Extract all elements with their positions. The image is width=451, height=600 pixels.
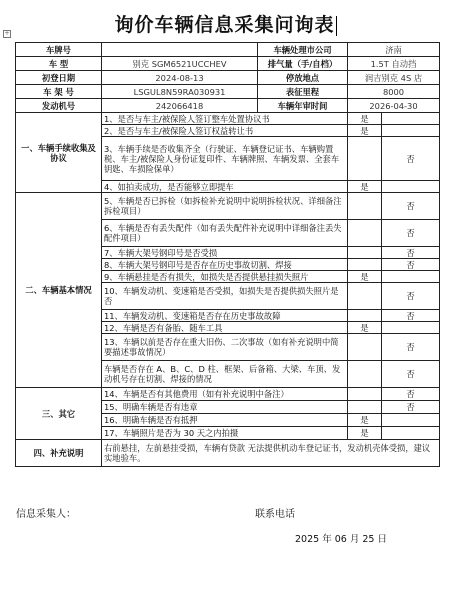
question-text: 6、车辆是否有丢失配件（如有丢失配件补充说明中详细备注丢失配件项目）	[102, 220, 348, 247]
engine-label: 发动机号	[16, 99, 102, 113]
answer-yes[interactable]: 是	[348, 427, 382, 440]
answer-no[interactable]: 否	[382, 259, 440, 271]
answer-no[interactable]: 否	[382, 310, 440, 322]
supplement-text[interactable]: 右前悬挂，左前悬挂受损，车辆有贷款 无法提供机动车登记证书，发动机壳体受损，建议实地验车。	[102, 440, 440, 467]
displacement-label: 排气量（手/自档）	[258, 57, 348, 71]
answer-no[interactable]: 否	[382, 247, 440, 259]
answer-yes[interactable]	[348, 137, 382, 181]
page-title	[0, 10, 451, 37]
inspection-value[interactable]: 2026-04-30	[348, 99, 440, 113]
answer-yes[interactable]	[348, 401, 382, 414]
info-row-2	[16, 57, 440, 71]
section-other-header: 三、其它	[16, 388, 102, 440]
dept-label: 车辆处理市公司	[258, 43, 348, 57]
question-text: 8、车辆大架号钢印号是否存在历史事故切割、焊接	[102, 259, 348, 271]
answer-no[interactable]: 否	[382, 220, 440, 247]
title-text: 询价车辆信息采集问询表	[114, 14, 335, 36]
answer-no[interactable]	[382, 181, 440, 193]
question-text: 10、车辆发动机、变速箱是否受损，如损失是否提供损失照片是否	[102, 283, 348, 310]
question-text: 3、车辆手续是否收集齐全（行驶证、车辆登记证书、车辆购置税、车主/被保险人身份证复印件、车辆牌照、车辆发票、全套车钥匙、车损险保单）	[102, 137, 348, 181]
question-text: 15、明确车辆是否有违章	[102, 401, 348, 414]
location-label: 停放地点	[258, 71, 348, 85]
answer-no[interactable]: 否	[382, 401, 440, 414]
question-text: 11、车辆发动机、变速箱是否存在历史事故故障	[102, 310, 348, 322]
text-cursor	[336, 16, 337, 36]
plate-label: 车牌号	[16, 43, 102, 57]
answer-yes[interactable]: 是	[348, 125, 382, 137]
answer-no[interactable]	[382, 271, 440, 283]
vin-value[interactable]: LSGUL8N59RA030931	[102, 85, 258, 99]
answer-no[interactable]	[382, 427, 440, 440]
answer-no[interactable]: 否	[382, 193, 440, 220]
question-text: 13、车辆以前是否存在重大旧伤、二次事故（如有补充说明中简要描述事故情况）	[102, 334, 348, 361]
question-text: 16、明确车辆是否有抵押	[102, 414, 348, 427]
contact-label: 联系电话	[255, 509, 295, 520]
question-text: 5、车辆是否已拆检（如拆检补充说明中说明拆检状况、详细备注拆检项目）	[102, 193, 348, 220]
signature-date: 2025 年 06 月 25 日	[295, 534, 387, 545]
answer-no[interactable]: 否	[382, 361, 440, 388]
table-move-handle-icon[interactable]: +	[4, 30, 10, 37]
section-supplement-header: 四、补充说明	[16, 440, 102, 467]
vin-label: 车 架 号	[16, 85, 102, 99]
location-value[interactable]: 润吉别克 4S 店	[348, 71, 440, 85]
question-row	[16, 388, 440, 401]
question-text: 14、车辆是否有其他费用（如有补充说明中备注）	[102, 388, 348, 401]
supplement-row	[16, 440, 440, 467]
section-procedures-header: 一、车辆手续收集及协议	[16, 113, 102, 193]
question-text: 12、车辆是否有备胎、随车工具	[102, 322, 348, 334]
info-row-4	[16, 85, 440, 99]
answer-yes[interactable]	[348, 259, 382, 271]
answer-yes[interactable]	[348, 220, 382, 247]
model-label: 车 型	[16, 57, 102, 71]
answer-yes[interactable]: 是	[348, 181, 382, 193]
dept-value[interactable]: 济南	[348, 43, 440, 57]
answer-yes[interactable]: 是	[348, 414, 382, 427]
answer-yes[interactable]	[348, 283, 382, 310]
question-row	[16, 113, 440, 125]
question-text: 车辆是否存在 A、B、C、D 柱、框架、后备箱、大梁、车顶、发动机号存在切割、焊接的情况	[102, 361, 348, 388]
mileage-value[interactable]: 8000	[348, 85, 440, 99]
mileage-label: 表征里程	[258, 85, 348, 99]
reg-date-label: 初登日期	[16, 71, 102, 85]
inquiry-table	[15, 42, 440, 467]
question-text: 17、车辆照片是否为 30 天之内拍摄	[102, 427, 348, 440]
plate-value[interactable]	[102, 43, 258, 57]
question-text: 1、是否与车主/被保险人签订整车处置协议书	[102, 113, 348, 125]
answer-no[interactable]: 否	[382, 334, 440, 361]
question-row	[16, 193, 440, 220]
answer-yes[interactable]	[348, 388, 382, 401]
answer-no[interactable]	[382, 322, 440, 334]
engine-value[interactable]: 242066418	[102, 99, 258, 113]
answer-no[interactable]	[382, 125, 440, 137]
answer-no[interactable]	[382, 414, 440, 427]
answer-yes[interactable]	[348, 334, 382, 361]
info-row-5	[16, 99, 440, 113]
info-row-1	[16, 43, 440, 57]
answer-yes[interactable]: 是	[348, 113, 382, 125]
model-value[interactable]: 别克 SGM6521UCCHEV	[102, 57, 258, 71]
question-text: 2、是否与车主/被保险人签订权益转让书	[102, 125, 348, 137]
answer-no[interactable]: 否	[382, 137, 440, 181]
info-row-3	[16, 71, 440, 85]
inspection-label: 车辆年审时间	[258, 99, 348, 113]
question-text: 4、如拍卖成功，是否能够立即提车	[102, 181, 348, 193]
answer-yes[interactable]: 是	[348, 322, 382, 334]
answer-yes[interactable]	[348, 361, 382, 388]
question-text: 9、车辆悬挂是否有损失，如损失是否提供悬挂损失照片	[102, 271, 348, 283]
answer-yes[interactable]	[348, 193, 382, 220]
question-text: 7、车辆大架号钢印号是否受损	[102, 247, 348, 259]
answer-yes[interactable]: 是	[348, 271, 382, 283]
answer-no[interactable]	[382, 113, 440, 125]
reg-date-value[interactable]: 2024-08-13	[102, 71, 258, 85]
answer-yes[interactable]	[348, 247, 382, 259]
displacement-value[interactable]: 1.5T 自动挡	[348, 57, 440, 71]
answer-yes[interactable]	[348, 310, 382, 322]
collector-label: 信息采集人：	[16, 509, 76, 520]
section-basic-header: 二、车辆基本情况	[16, 193, 102, 388]
answer-no[interactable]: 否	[382, 388, 440, 401]
answer-no[interactable]: 否	[382, 283, 440, 310]
